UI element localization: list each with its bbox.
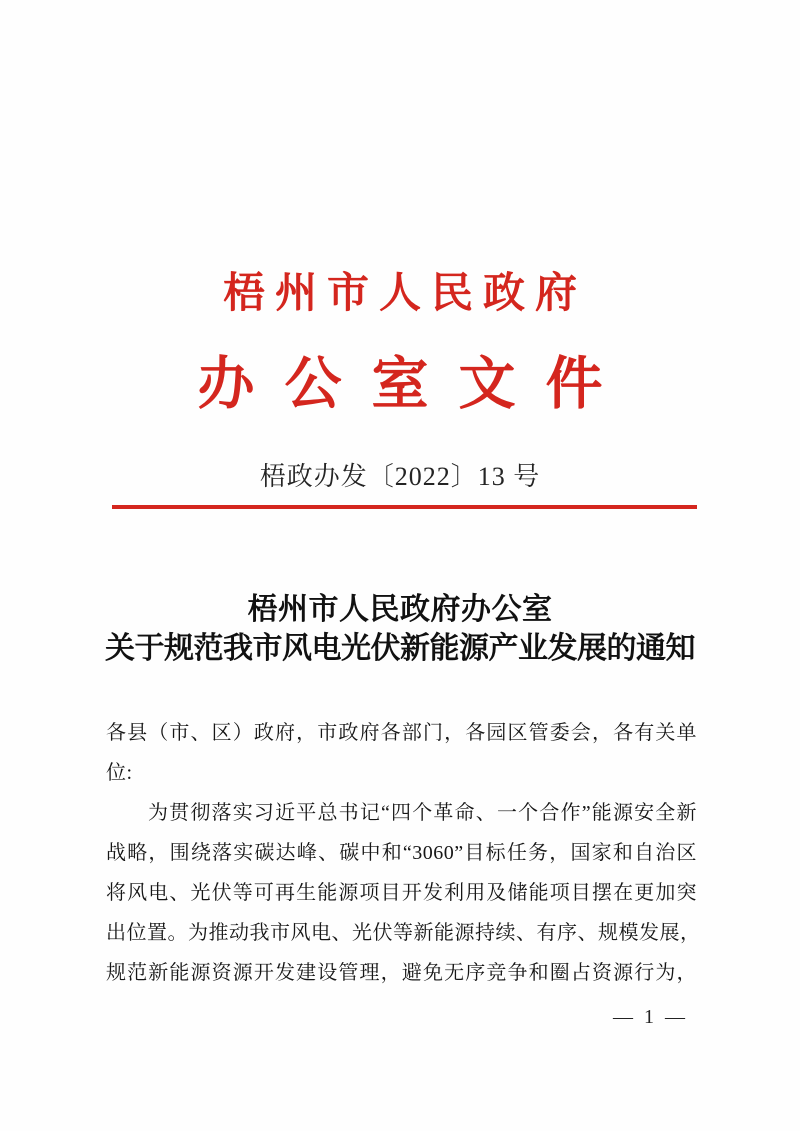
- notice-title: [0, 590, 800, 669]
- body-line: 出位置。为推动我市风电、光伏等新能源持续、有序、规模发展，: [106, 922, 701, 944]
- notice-title-line2: 关于规范我市风电光伏新能源产业发展的通知: [105, 632, 695, 665]
- body-line: 位:: [106, 762, 133, 784]
- body-line: 各县（市、区）政府，市政府各部门，各园区管委会，各有关单: [106, 722, 697, 744]
- issuer-name: 梧州市人民政府: [222, 271, 587, 317]
- body-line: 将风电、光伏等可再生能源项目开发利用及储能项目摆在更加突: [106, 882, 697, 904]
- document-number: 梧政办发〔2022〕13 号: [259, 462, 541, 491]
- notice-title-line1: 梧州市人民政府办公室: [247, 593, 553, 626]
- document-type-title: 办公室文件: [197, 353, 633, 416]
- document-body: [106, 713, 701, 993]
- page-number: — 1 —: [613, 1006, 688, 1028]
- body-line: 规范新能源资源开发建设管理，避免无序竞争和圈占资源行为，: [106, 962, 697, 984]
- body-line: 为贯彻落实习近平总书记“四个革命、一个合作”能源安全新: [148, 802, 697, 824]
- body-line: 战略，围绕落实碳达峰、碳中和“3060”目标任务，国家和自治区: [106, 842, 697, 864]
- red-divider-rule: [112, 505, 697, 509]
